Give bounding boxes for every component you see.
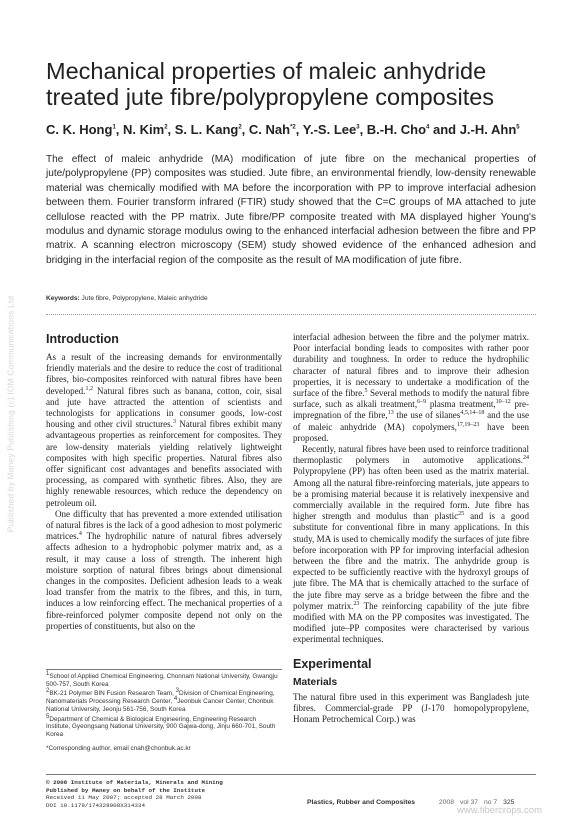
text-run: As a result of the increasing demands for environmentally friendly materials and the desire to reduce the cost of traditional fibres, bio-composites reinforced with natural fibres have been developed. bbox=[46, 352, 282, 396]
affiliation-mark: 2 bbox=[46, 688, 50, 695]
citation: 13 bbox=[387, 410, 394, 417]
right-column bbox=[293, 332, 529, 725]
text-run: pre-impregnation of the fibre, bbox=[293, 399, 530, 421]
text-run: Several methods to modify the natural fibre surface, such as alkali treatment, bbox=[293, 388, 529, 410]
citation: 25 bbox=[458, 511, 465, 518]
separator: , bbox=[241, 122, 249, 137]
experimental-heading: Experimental bbox=[293, 656, 372, 671]
affiliation-text: School of Applied Chemical Engineering, Chonnam National University, Gwangju 500-757, South Korea bbox=[46, 673, 278, 688]
author-name: C. Nah bbox=[248, 122, 291, 137]
affiliation bbox=[46, 670, 282, 689]
separator: , bbox=[359, 122, 367, 137]
paragraph: The natural fibre used in this experiment was Bangladesh jute fibres. Commercial-grade PP (J-170 homopolypropylene, Honam Petrochemical Corp.) was bbox=[293, 691, 529, 725]
introduction-heading: Introduction bbox=[46, 332, 119, 346]
author-name: Y.-S. Lee bbox=[302, 122, 357, 137]
text-run: The hydrophilic nature of natural fibres adversely affects adhesion to a hydrophobic polymer matrix and, as a result, it may cause a loss of strength. The inherent high moisture sorption of natural fibres brings about dimensional changes in the composites. Deficient adhesion leads to a weak load transfer from the matrix to the fibres, and this, in turn, induces a low reinforcing effect. The mechanical properties of a fibre-reinforced polymer composite depend not only on the properties of constituents, but also on the bbox=[46, 531, 282, 631]
author-name: S. L. Kang bbox=[174, 122, 239, 137]
journal-info bbox=[46, 779, 286, 809]
text-run: interfacial adhesion between the fibre and the polymer matrix. Poor interfacial bonding leads to composites with rather poor durability and toughness. In order to reduce the hydrophilic character of natural fibres and to improve their adhesion properties, it is necessary to undertake a modification of the surface of the fibre. bbox=[293, 332, 529, 399]
keywords bbox=[46, 295, 536, 302]
citation: 24 bbox=[523, 455, 529, 462]
text-run: have been proposed. bbox=[293, 421, 529, 443]
text-run: plasma treatment, bbox=[426, 399, 496, 410]
citation: 1,2 bbox=[85, 385, 93, 392]
author-list bbox=[46, 122, 546, 137]
doi: DOI 10.1179/174328908X314334 bbox=[46, 801, 145, 809]
keywords-label: Keywords: bbox=[46, 295, 80, 302]
author-name: C. K. Hong bbox=[46, 122, 113, 137]
citation: 6–9 bbox=[417, 399, 427, 406]
affiliation-text: Division of Chemical Engineering, Nanomaterials Processing Research Center, bbox=[46, 690, 275, 706]
left-column bbox=[46, 332, 282, 632]
section-divider bbox=[46, 314, 536, 315]
page-number: 325 bbox=[503, 799, 515, 806]
site-watermark: www.fibercrops.com bbox=[457, 805, 542, 816]
text-run: Recently, natural fibres have been used to reinforce traditional thermoplastic polymers in automotive applications. bbox=[293, 444, 529, 466]
affiliation-mark: 2 bbox=[164, 124, 168, 131]
citation: 4 bbox=[78, 531, 82, 538]
affiliation bbox=[46, 690, 282, 714]
side-watermark bbox=[3, 0, 17, 828]
text-run: and is a good substitute for conventional fibre in many applications. In this study, MA is used to chemically modify the surfaces of jute fibre before incorporation with PP for improving interfacial adhesion between the fibre and the matrix. The anhydride group is expected to be sufficiently reactive with the hydroxyl groups of jute fibre. The MA that is chemically attached to the surface of the jute fibre may serve as a bridge between the fibre and the polymer matrix. bbox=[293, 511, 529, 611]
citation: 3 bbox=[172, 419, 176, 426]
affiliation-mark: 5 bbox=[46, 713, 50, 720]
separator: , bbox=[115, 122, 124, 137]
affiliations bbox=[46, 670, 282, 755]
affiliation-mark: 1 bbox=[112, 124, 116, 131]
journal-issue: no 7 bbox=[483, 799, 498, 806]
citation: 17,19–23 bbox=[456, 421, 480, 428]
footer-divider bbox=[46, 774, 536, 775]
citation: 5 bbox=[364, 388, 368, 394]
affiliation-mark: 1 bbox=[46, 670, 50, 677]
separator: , bbox=[295, 122, 303, 137]
journal-year: 2008 bbox=[438, 799, 455, 806]
text-run: One difficulty that has prevented a more extended utilisation of natural fibres is the lack of a good adhesion to most polymeric matrices. bbox=[46, 508, 282, 542]
received-dates: Received 11 May 2007; accepted 28 March 2008 bbox=[46, 794, 202, 802]
text-run: Natural fibres exhibit many advantageous properties as reinforcement for composites. They are low-density materials yielding relatively lightweight composites with high specific properties. Natural fibres also offer significant cost advantages and benefits associated with processing, as compared with synthetic fibres. Also, they are highly renewable resources, which reduce the dependency on petroleum oil. bbox=[46, 419, 282, 508]
citation: 23 bbox=[353, 600, 360, 607]
article-title: Mechanical properties of maleic anhydride treated jute fibre/polypropylene composites bbox=[46, 58, 495, 110]
text-run: Polypropylene (PP) has often been used as the matrix material. Among all the natural fibre-reinforcing materials, jute appears to be a promising material because it is relatively inexpensive and commercially available in the required form. Jute fibre has higher strength and modulus than plastic bbox=[293, 466, 529, 522]
affiliation-text: Department of Chemical & Biological Engineering, Engineering Research Institute, Gyeongsang National University, 900 Gajwa-dong, Jinju 660-701, South Korea bbox=[46, 715, 276, 739]
paragraph bbox=[46, 352, 282, 509]
author-name: J.-H. Ahn bbox=[459, 122, 517, 137]
corresponding-author: *Corresponding author, email cnah@chonbuk.ac.kr bbox=[46, 745, 191, 753]
journal-volume: vol 37 bbox=[459, 799, 479, 806]
separator: , bbox=[167, 122, 175, 137]
affiliation-text: BK-21 Polymer BIN Fusion Research Team, bbox=[49, 690, 176, 698]
paragraph bbox=[293, 332, 529, 444]
publisher-line: Published by Maney on behalf of the Institute bbox=[46, 786, 206, 794]
separator: and bbox=[429, 122, 460, 137]
affiliation-mark: 2 bbox=[238, 124, 242, 131]
text-run: The reinforcing capability of the jute fibre modified with MA on the PP composites was investigated. The modified jute–PP composites were characterised by various experimental techniques. bbox=[293, 600, 529, 645]
side-watermark-text: Published by Maney Publishing (c) IOM Communications Ltd bbox=[5, 295, 15, 533]
journal-name: Plastics, Rubber and Composites bbox=[307, 799, 416, 806]
footnote-divider bbox=[46, 669, 282, 670]
author-name: B.-H. Cho bbox=[366, 122, 427, 137]
affiliation bbox=[46, 713, 282, 740]
affiliation-mark: 4 bbox=[426, 124, 430, 131]
copyright: © 2008 Institute of Materials, Minerals and Mining bbox=[46, 779, 223, 786]
materials-subheading: Materials bbox=[293, 676, 338, 688]
affiliation-mark: 4 bbox=[173, 696, 178, 703]
abstract: The effect of maleic anhydride (MA) modification of jute fibre on the mechanical properties of jute/polypropylene (PP) composites was studied. Jute fibre, an environmental friendly, low-density renewable material was chemically modified with MA before the incorporation with PP to improve interfacial adhesion between them. Fourier transform infrared (FTIR) study showed that the C=C groups of MA attached to jute cellulose reacted with the PP matrix. Jute fibre/PP composite treated with MA displayed higher Young's modulus and dynamic storage modulus owing to the enhanced interfacial adhesion between the fibre and PP matrix. A scanning electron microscopy (SEM) study showed evidence of the enhanced adhesion and bridging in the interfacial region of the composite as the result of MA modification of jute fibre. bbox=[46, 154, 536, 266]
affiliation-mark: 5 bbox=[516, 124, 520, 131]
keywords-text: Jute fibre, Polypropylene, Maleic anhydride bbox=[79, 295, 208, 302]
affiliation-text: Jeonbuk Cancer Center, Chonbuk National University, Jeonju 561-756, South Korea bbox=[46, 698, 274, 714]
citation: 4,5,14–18 bbox=[460, 410, 485, 417]
author-name: N. Kim bbox=[123, 122, 165, 137]
text-run: Natural fibres such as banana, cotton, coir, sisal and jute have attracted the attention of scientists and technologists for applications in consumer goods, low-cost housing and other civil structures. bbox=[46, 385, 282, 430]
affiliation-mark: *2 bbox=[290, 124, 296, 131]
citation: 10–12 bbox=[495, 399, 511, 406]
affiliation-mark: 3 bbox=[356, 124, 360, 131]
text-run: the use of silanes bbox=[393, 410, 461, 421]
paragraph bbox=[46, 509, 282, 632]
paragraph bbox=[293, 444, 529, 646]
affiliation-mark: 3 bbox=[175, 688, 180, 695]
text-run: and the use of maleic anhydride (MA) copolymers, bbox=[293, 410, 529, 432]
